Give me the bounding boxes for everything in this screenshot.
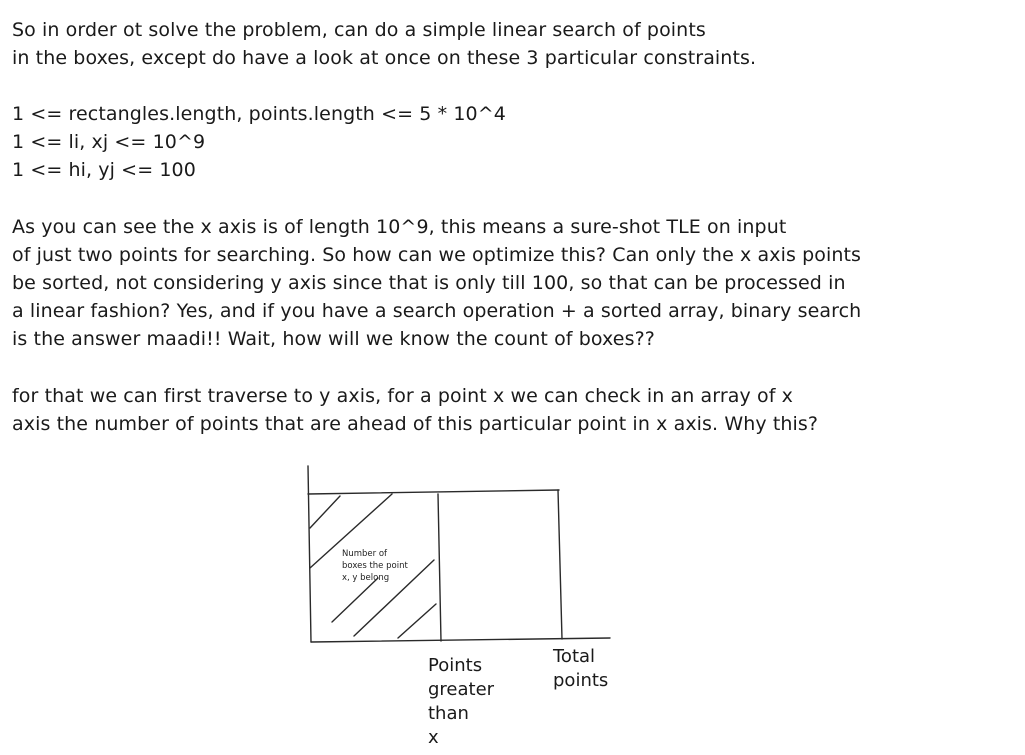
text-line: is the answer maadi!! Wait, how will we know the count of boxes?? <box>12 328 655 350</box>
points-greater-label <box>428 654 494 750</box>
text-line: of just two points for searching. So how can we optimize this? Can only the x axis points <box>12 244 862 266</box>
text-line: for that we can first traverse to y axis, for a point x we can check in an array of x <box>12 385 793 407</box>
label-line: Total <box>553 646 596 667</box>
label-line: x <box>428 727 439 748</box>
constraint-line: 1 <= rectangles.length, points.length <= 5 * 10^4 <box>12 103 506 125</box>
label-line: greater <box>428 679 495 700</box>
box-top-edge <box>308 490 559 494</box>
label-line: than <box>428 703 469 724</box>
x-axis-line <box>311 638 610 642</box>
hatch-line <box>398 604 436 638</box>
label-line: Points <box>428 655 483 676</box>
hatch-line <box>332 578 378 622</box>
text-line: So in order ot solve the problem, can do a simple linear search of points <box>12 19 706 41</box>
constraint-line: 1 <= li, xj <= 10^9 <box>12 131 206 153</box>
constraint-line: 1 <= hi, yj <= 100 <box>12 159 196 181</box>
hatch-line <box>310 496 340 528</box>
label-line: points <box>553 670 609 691</box>
y-axis-line <box>308 466 311 642</box>
box-right-edge <box>558 490 562 639</box>
text-line: be sorted, not considering y axis since that is only till 100, so that can be processed in <box>12 272 846 294</box>
region-label <box>342 548 408 584</box>
point-x-divider <box>438 494 441 641</box>
label-line: Number of <box>342 549 388 559</box>
text-line: in the boxes, except do have a look at once on these 3 particular constraints. <box>12 47 757 69</box>
text-line: As you can see the x axis is of length 10^9, this means a sure-shot TLE on input <box>12 216 787 238</box>
total-points-label <box>553 645 608 693</box>
label-line: x, y belong <box>342 573 390 583</box>
label-line: boxes the point <box>342 561 408 571</box>
text-line: a linear fashion? Yes, and if you have a search operation + a sorted array, binary search <box>12 300 862 322</box>
text-line: axis the number of points that are ahead of this particular point in x axis. Why this? <box>12 413 819 435</box>
